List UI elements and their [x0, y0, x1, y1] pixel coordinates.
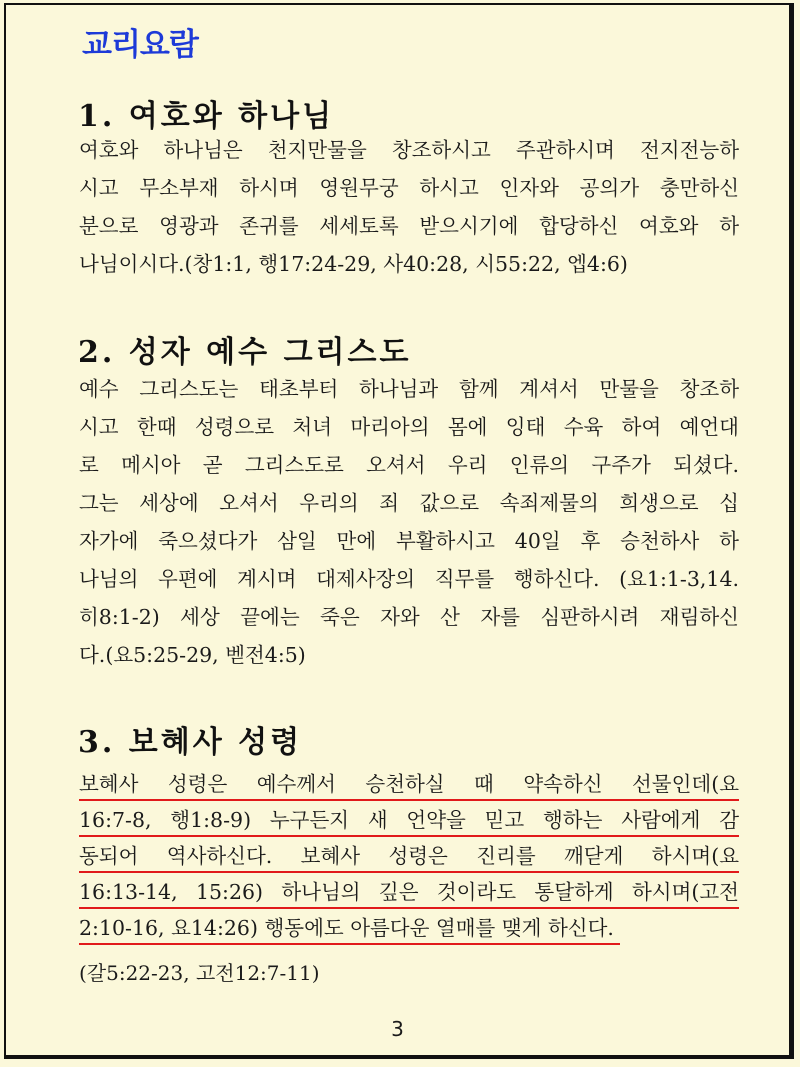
section-1-body — [79, 131, 739, 283]
section-3-line: 16:7-8, 행1:8-9) 누구든지 새 언약을 믿고 행하는 사람에게 감 — [79, 801, 739, 837]
section-1-line: 여호와 하나님은 천지만물을 창조하시고 주관하시며 전지전능하 — [79, 138, 739, 162]
section-3-line: 동되어 역사하신다. 보혜사 성령은 진리를 깨닫게 하시며(요 — [79, 837, 739, 873]
page-number: 3 — [391, 1017, 404, 1041]
section-3-line: 16:13-14, 15:26) 하나님의 깊은 것이라도 통달하게 하시며(고전 — [79, 873, 739, 909]
page-title: 교리요람 — [82, 27, 198, 63]
section-3-body — [79, 765, 739, 945]
section-2-line: 그는 세상에 오셔서 우리의 죄 값으로 속죄제물의 희생으로 십 — [79, 491, 739, 515]
section-3-line: 보혜사 성령은 예수께서 승천하실 때 약속하신 선물인데(요 — [79, 765, 739, 801]
section-3-heading: 3. 보혜사 성령 — [78, 725, 303, 760]
section-2-line: 예수 그리스도는 태초부터 하나님과 함께 계셔서 만물을 창조하 — [79, 377, 739, 401]
section-2-line: 자가에 죽으셨다가 삼일 만에 부활하시고 40일 후 승천하사 하 — [79, 529, 739, 553]
section-1-heading: 1. 여호와 하나님 — [78, 99, 335, 134]
section-2-line: 시고 한때 성령으로 처녀 마리아의 몸에 잉태 수육 하여 예언대 — [79, 415, 739, 439]
section-3-reference: (갈5:22-23, 고전12:7-11) — [79, 961, 320, 985]
section-2-body — [79, 370, 739, 674]
section-1-line: 분으로 영광과 존귀를 세세토록 받으시기에 합당하신 여호와 하 — [79, 214, 739, 238]
document-page — [4, 3, 794, 1059]
section-2-line: 나님의 우편에 계시며 대제사장의 직무를 행하신다. (요1:1-3,14. — [79, 567, 739, 591]
section-2-line: 다.(요5:25-29, 벧전4:5) — [79, 643, 306, 667]
section-1-line: 나님이시다.(창1:1, 행17:24-29, 사40:28, 시55:22, 엡4:6) — [79, 252, 628, 276]
section-3-line: 2:10-16, 요14:26) 행동에도 아름다운 열매를 맺게 하신다. — [79, 909, 620, 945]
section-2-line: 히8:1-2) 세상 끝에는 죽은 자와 산 자를 심판하시려 재림하신 — [79, 605, 739, 629]
section-2-line: 로 메시아 곧 그리스도로 오셔서 우리 인류의 구주가 되셨다. — [79, 453, 739, 477]
section-1-line: 시고 무소부재 하시며 영원무궁 하시고 인자와 공의가 충만하신 — [79, 176, 739, 200]
section-2-heading: 2. 성자 예수 그리스도 — [78, 335, 412, 370]
